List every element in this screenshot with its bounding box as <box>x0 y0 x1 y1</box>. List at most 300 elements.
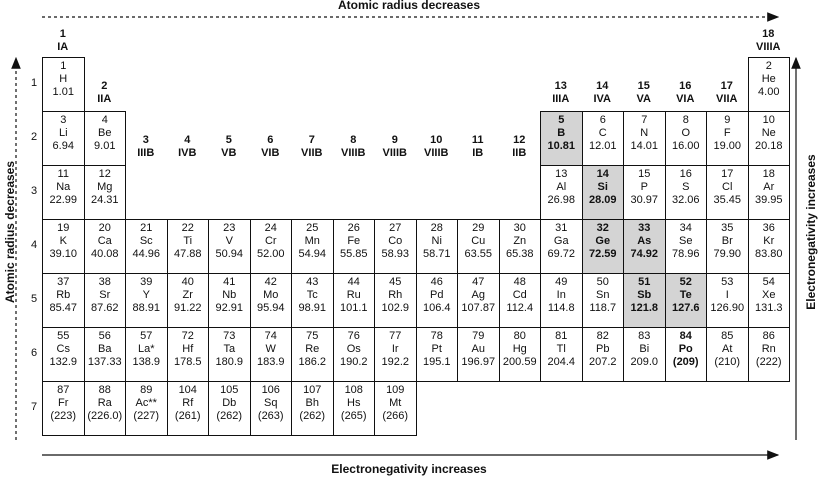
element-symbol: Kr <box>763 235 775 247</box>
group-label-11 <box>457 134 499 160</box>
element-cell-f[interactable] <box>706 111 749 166</box>
atomic-mass: 87.62 <box>90 302 119 314</box>
element-cell-mt[interactable] <box>374 381 417 436</box>
element-symbol: Br <box>721 235 733 247</box>
element-symbol: At <box>722 343 733 355</box>
group-roman: VIIB <box>301 147 323 159</box>
atomic-mass: 47.88 <box>173 248 202 260</box>
atomic-number: 48 <box>513 276 526 288</box>
atomic-number: 78 <box>430 330 443 342</box>
element-cell-na[interactable] <box>42 165 85 220</box>
group-label-9 <box>374 134 416 160</box>
atomic-number: 107 <box>303 384 322 396</box>
element-cell-sq[interactable] <box>250 381 293 436</box>
atomic-mass: 10.81 <box>547 140 576 152</box>
atomic-number: 56 <box>98 330 111 342</box>
atomic-mass: 183.9 <box>256 356 285 368</box>
element-cell-ba[interactable] <box>84 327 127 382</box>
atomic-number: 28 <box>430 222 443 234</box>
element-symbol: Po <box>678 343 693 355</box>
period-label-2: 2 <box>30 131 38 143</box>
element-cell-ar[interactable] <box>748 165 791 220</box>
atomic-mass: 132.9 <box>49 356 78 368</box>
element-symbol: Ba <box>98 343 112 355</box>
element-cell-cr[interactable] <box>250 219 293 274</box>
group-number: 10 <box>430 134 443 146</box>
atomic-number: 46 <box>430 276 443 288</box>
element-symbol: Rf <box>182 397 194 409</box>
group-number: 12 <box>513 134 526 146</box>
element-cell-zn[interactable] <box>499 219 542 274</box>
element-symbol: Ar <box>763 181 775 193</box>
atomic-mass: 79.90 <box>713 248 742 260</box>
element-symbol: Sq <box>264 397 278 409</box>
element-cell-cs[interactable] <box>42 327 85 382</box>
element-symbol: Ac** <box>135 397 157 409</box>
element-cell-al[interactable] <box>540 165 583 220</box>
element-cell-y[interactable] <box>125 273 168 328</box>
element-cell-fe[interactable] <box>333 219 376 274</box>
element-symbol: Rh <box>388 289 403 301</box>
element-cell-hf[interactable] <box>167 327 210 382</box>
element-symbol: Hg <box>512 343 527 355</box>
atomic-mass: 22.99 <box>49 194 78 206</box>
element-symbol: Hs <box>347 397 361 409</box>
element-cell-au[interactable] <box>457 327 500 382</box>
element-cell-mn[interactable] <box>291 219 334 274</box>
atomic-mass: 19.00 <box>713 140 742 152</box>
atomic-mass: 196.97 <box>461 356 496 368</box>
period-label-6: 6 <box>30 347 38 359</box>
atomic-number: 19 <box>57 222 70 234</box>
atomic-mass: 58.93 <box>381 248 410 260</box>
atomic-number: 11 <box>57 168 69 180</box>
atomic-mass: 107.87 <box>461 302 496 314</box>
atomic-mass: 6.94 <box>52 140 74 152</box>
element-symbol: Xe <box>762 289 776 301</box>
atomic-number: 44 <box>347 276 360 288</box>
atomic-number: 29 <box>472 222 485 234</box>
atomic-number: 33 <box>638 222 651 234</box>
atomic-number: 54 <box>762 276 775 288</box>
element-symbol: V <box>225 235 233 247</box>
atomic-mass: (262) <box>216 410 243 422</box>
element-cell-he[interactable] <box>748 57 791 112</box>
element-cell-pt[interactable] <box>416 327 459 382</box>
element-symbol: Ir <box>391 343 399 355</box>
group-number: 15 <box>637 80 650 92</box>
element-cell-n[interactable] <box>623 111 666 166</box>
atomic-mass: 127.6 <box>671 302 700 314</box>
atomic-mass: 54.94 <box>298 248 327 260</box>
atomic-mass: 20.18 <box>754 140 783 152</box>
element-cell-ni[interactable] <box>416 219 459 274</box>
element-cell-nb[interactable] <box>208 273 251 328</box>
element-cell-h[interactable] <box>42 57 85 112</box>
atomic-mass: 40.08 <box>90 248 119 260</box>
atomic-number: 14 <box>596 168 609 180</box>
element-symbol: W <box>265 343 276 355</box>
group-number: 5 <box>225 134 232 146</box>
atomic-number: 35 <box>721 222 734 234</box>
atomic-number: 55 <box>57 330 70 342</box>
atomic-number: 30 <box>513 222 526 234</box>
element-cell-in[interactable] <box>540 273 583 328</box>
top-caption: Atomic radius decreases <box>337 0 481 12</box>
atomic-number: 20 <box>98 222 111 234</box>
element-cell-sb[interactable] <box>623 273 666 328</box>
group-label-6 <box>250 134 292 160</box>
atomic-number: 15 <box>638 168 651 180</box>
element-cell-ag[interactable] <box>457 273 500 328</box>
atomic-number: 12 <box>98 168 111 180</box>
atomic-number: 38 <box>98 276 111 288</box>
group-label-10 <box>416 134 458 160</box>
atomic-number: 80 <box>513 330 526 342</box>
group-label-12 <box>499 134 541 160</box>
atomic-mass: 180.9 <box>215 356 244 368</box>
element-cell-o[interactable] <box>665 111 708 166</box>
group-number: 1 <box>59 28 66 40</box>
atomic-number: 34 <box>679 222 692 234</box>
element-symbol: Fe <box>347 235 361 247</box>
atomic-number: 87 <box>57 384 70 396</box>
group-number: 4 <box>184 134 191 146</box>
group-roman: IIB <box>512 147 527 159</box>
atomic-mass: (210) <box>714 356 741 368</box>
group-label-3 <box>125 134 167 160</box>
atomic-mass: (222) <box>755 356 782 368</box>
element-cell-be[interactable] <box>84 111 127 166</box>
element-cell-hs[interactable] <box>333 381 376 436</box>
element-cell-as[interactable] <box>623 219 666 274</box>
atomic-number: 6 <box>599 114 606 126</box>
element-cell-mo[interactable] <box>250 273 293 328</box>
atomic-number: 52 <box>679 276 692 288</box>
period-label-1: 1 <box>30 77 38 89</box>
element-cell-br[interactable] <box>706 219 749 274</box>
period-label-7: 7 <box>30 401 38 413</box>
atomic-number: 83 <box>638 330 651 342</box>
element-cell-sc[interactable] <box>125 219 168 274</box>
element-cell-pd[interactable] <box>416 273 459 328</box>
element-cell-ga[interactable] <box>540 219 583 274</box>
atomic-number: 25 <box>306 222 319 234</box>
element-cell-db[interactable] <box>208 381 251 436</box>
atomic-mass: (226.0) <box>87 410 123 422</box>
element-symbol: Sc <box>139 235 153 247</box>
element-cell-s[interactable] <box>665 165 708 220</box>
atomic-number: 104 <box>178 384 197 396</box>
group-label-17 <box>706 80 748 106</box>
element-symbol: Db <box>222 397 237 409</box>
element-symbol: P <box>640 181 648 193</box>
element-symbol: Ti <box>183 235 193 247</box>
element-symbol: In <box>556 289 566 301</box>
group-roman: VIIIB <box>341 147 366 159</box>
element-cell-os[interactable] <box>333 327 376 382</box>
element-symbol: Tc <box>306 289 318 301</box>
element-cell-re[interactable] <box>291 327 334 382</box>
element-cell-ra[interactable] <box>84 381 127 436</box>
group-label-4 <box>167 134 209 160</box>
period-label-3: 3 <box>30 185 38 197</box>
atomic-mass: 72.59 <box>588 248 617 260</box>
element-cell-cd[interactable] <box>499 273 542 328</box>
atomic-mass: 32.06 <box>671 194 700 206</box>
atomic-number: 31 <box>555 222 568 234</box>
element-symbol: F <box>723 127 731 139</box>
atomic-mass: (261) <box>174 410 201 422</box>
element-symbol: Mn <box>304 235 320 247</box>
atomic-mass: 192.2 <box>381 356 410 368</box>
element-symbol: Re <box>305 343 320 355</box>
period-label-5: 5 <box>30 293 38 305</box>
element-symbol: Ag <box>471 289 485 301</box>
group-roman: VIIIA <box>756 41 781 53</box>
group-label-14 <box>582 80 624 106</box>
element-symbol: Si <box>597 181 608 193</box>
atomic-mass: 35.45 <box>713 194 742 206</box>
element-symbol: Pb <box>596 343 610 355</box>
atomic-mass: (266) <box>382 410 409 422</box>
element-symbol: N <box>640 127 649 139</box>
group-label-15 <box>623 80 665 106</box>
bottom-caption: Electronegativity increases <box>331 462 487 476</box>
atomic-number: 42 <box>264 276 277 288</box>
atomic-number: 84 <box>679 330 692 342</box>
element-cell-co[interactable] <box>374 219 417 274</box>
atomic-number: 57 <box>140 330 153 342</box>
atomic-mass: 114.8 <box>547 302 575 314</box>
atomic-number: 18 <box>762 168 775 180</box>
atomic-number: 10 <box>762 114 775 126</box>
atomic-mass: (209) <box>672 356 699 368</box>
atomic-number: 41 <box>223 276 236 288</box>
atomic-number: 2 <box>765 60 772 72</box>
element-cell-ti[interactable] <box>167 219 210 274</box>
element-cell-se[interactable] <box>665 219 708 274</box>
atomic-mass: 178.5 <box>173 356 202 368</box>
atomic-mass: 200.59 <box>502 356 537 368</box>
atomic-mass: 85.47 <box>49 302 78 314</box>
atomic-mass: 78.96 <box>671 248 700 260</box>
group-roman: VIIA <box>716 93 738 105</box>
element-symbol: Sn <box>596 289 610 301</box>
element-cell-tl[interactable] <box>540 327 583 382</box>
atomic-number: 1 <box>60 60 67 72</box>
element-symbol: Zr <box>182 289 193 301</box>
element-symbol: Pd <box>430 289 444 301</box>
atomic-mass: 126.90 <box>710 302 745 314</box>
group-number: 17 <box>720 80 733 92</box>
group-roman: IA <box>57 41 69 53</box>
element-cell-p[interactable] <box>623 165 666 220</box>
element-cell-mg[interactable] <box>84 165 127 220</box>
atomic-number: 105 <box>220 384 239 396</box>
atomic-mass: (265) <box>340 410 367 422</box>
element-symbol: He <box>761 73 776 85</box>
group-roman: VA <box>636 93 651 105</box>
element-cell-cl[interactable] <box>706 165 749 220</box>
atomic-mass: 138.9 <box>132 356 161 368</box>
element-cell-ir[interactable] <box>374 327 417 382</box>
element-cell-ru[interactable] <box>333 273 376 328</box>
element-cell-k[interactable] <box>42 219 85 274</box>
element-symbol: Li <box>58 127 68 139</box>
atomic-mass: 65.38 <box>505 248 534 260</box>
element-cell-po[interactable] <box>665 327 708 382</box>
group-label-18 <box>748 28 790 54</box>
group-label-13 <box>540 80 582 106</box>
element-cell-ne[interactable] <box>748 111 791 166</box>
element-symbol: Cd <box>512 289 527 301</box>
atomic-number: 7 <box>641 114 648 126</box>
element-symbol: Au <box>471 343 485 355</box>
element-cell-bh[interactable] <box>291 381 334 436</box>
element-symbol: Mg <box>97 181 113 193</box>
element-cell-te[interactable] <box>665 273 708 328</box>
element-symbol: Zn <box>513 235 527 247</box>
element-cell-fr[interactable] <box>42 381 85 436</box>
group-roman: VIIIB <box>382 147 407 159</box>
element-cell-w[interactable] <box>250 327 293 382</box>
atomic-mass: 195.1 <box>422 356 451 368</box>
atomic-number: 43 <box>306 276 319 288</box>
element-symbol: H <box>59 73 68 85</box>
element-cell-ge[interactable] <box>582 219 625 274</box>
element-symbol: Te <box>679 289 692 301</box>
element-symbol: Rb <box>56 289 71 301</box>
element-symbol: Ni <box>431 235 442 247</box>
element-symbol: Cl <box>722 181 733 193</box>
element-symbol: Ge <box>595 235 611 247</box>
atomic-number: 24 <box>264 222 277 234</box>
atomic-number: 47 <box>472 276 485 288</box>
atomic-mass: (227) <box>133 410 160 422</box>
atomic-mass: 12.01 <box>588 140 617 152</box>
element-symbol: Mo <box>263 289 279 301</box>
atomic-mass: 106.4 <box>422 302 451 314</box>
element-symbol: Rn <box>761 343 776 355</box>
element-cell-xe[interactable] <box>748 273 791 328</box>
group-number: 3 <box>142 134 149 146</box>
atomic-mass: 102.9 <box>381 302 410 314</box>
element-cell-rf[interactable] <box>167 381 210 436</box>
element-cell-sr[interactable] <box>84 273 127 328</box>
element-cell-zr[interactable] <box>167 273 210 328</box>
atomic-number: 32 <box>596 222 609 234</box>
element-cell-sn[interactable] <box>582 273 625 328</box>
atomic-mass: (262) <box>299 410 326 422</box>
element-symbol: K <box>59 235 67 247</box>
element-cell-rb[interactable] <box>42 273 85 328</box>
element-symbol: Ta <box>223 343 236 355</box>
atomic-mass: 121.8 <box>630 302 659 314</box>
atomic-mass: 39.95 <box>754 194 783 206</box>
atomic-mass: 58.71 <box>422 248 451 260</box>
atomic-number: 109 <box>386 384 405 396</box>
element-cell-bi[interactable] <box>623 327 666 382</box>
element-symbol: Fr <box>58 397 69 409</box>
element-cell-c[interactable] <box>582 111 625 166</box>
element-symbol: Ra <box>97 397 112 409</box>
group-label-16 <box>665 80 707 106</box>
element-cell-b[interactable] <box>540 111 583 166</box>
atomic-number: 21 <box>140 222 153 234</box>
atomic-mass: 118.7 <box>589 302 617 314</box>
atomic-number: 88 <box>98 384 111 396</box>
element-cell-ca[interactable] <box>84 219 127 274</box>
group-roman: VIIIB <box>424 147 449 159</box>
element-cell-cu[interactable] <box>457 219 500 274</box>
group-roman: VB <box>221 147 237 159</box>
element-cell-li[interactable] <box>42 111 85 166</box>
element-cell-si[interactable] <box>582 165 625 220</box>
atomic-mass: 50.94 <box>215 248 244 260</box>
element-cell-ta[interactable] <box>208 327 251 382</box>
group-roman: IIIA <box>552 93 570 105</box>
element-cell-rh[interactable] <box>374 273 417 328</box>
element-symbol: B <box>557 127 566 139</box>
atomic-mass: 1.01 <box>52 86 74 98</box>
element-cell-pb[interactable] <box>582 327 625 382</box>
element-symbol: Tl <box>556 343 566 355</box>
group-label-8 <box>333 134 375 160</box>
atomic-mass: 91.22 <box>173 302 202 314</box>
atomic-number: 106 <box>261 384 280 396</box>
element-cell-rn[interactable] <box>748 327 791 382</box>
element-cell-ac[interactable] <box>125 381 168 436</box>
atomic-number: 22 <box>181 222 194 234</box>
group-label-5 <box>208 134 250 160</box>
element-symbol: S <box>682 181 690 193</box>
element-symbol: Hf <box>182 343 194 355</box>
element-cell-at[interactable] <box>706 327 749 382</box>
element-symbol: C <box>598 127 607 139</box>
element-symbol: Pt <box>431 343 442 355</box>
element-symbol: Cu <box>471 235 486 247</box>
group-roman: IIA <box>97 93 112 105</box>
atomic-number: 86 <box>762 330 775 342</box>
element-cell-tc[interactable] <box>291 273 334 328</box>
element-symbol: Na <box>56 181 71 193</box>
group-number: 18 <box>762 28 775 40</box>
atomic-number: 49 <box>555 276 568 288</box>
group-number: 8 <box>350 134 357 146</box>
atomic-number: 79 <box>472 330 485 342</box>
atomic-number: 76 <box>347 330 360 342</box>
left-caption: Atomic radius decreases <box>3 160 17 304</box>
atomic-mass: 30.97 <box>630 194 659 206</box>
atomic-mass: 209.0 <box>630 356 659 368</box>
element-cell-v[interactable] <box>208 219 251 274</box>
group-number: 13 <box>554 80 567 92</box>
atomic-mass: 95.94 <box>256 302 285 314</box>
element-cell-hg[interactable] <box>499 327 542 382</box>
atomic-mass: (223) <box>50 410 77 422</box>
element-symbol: I <box>725 289 729 301</box>
atomic-mass: 204.4 <box>547 356 576 368</box>
atomic-mass: 69.72 <box>547 248 576 260</box>
element-cell-i[interactable] <box>706 273 749 328</box>
element-cell-la[interactable] <box>125 327 168 382</box>
atomic-number: 4 <box>101 114 108 126</box>
atomic-mass: 39.10 <box>49 248 78 260</box>
element-symbol: Ga <box>553 235 569 247</box>
element-cell-kr[interactable] <box>748 219 791 274</box>
group-roman: IVB <box>178 147 197 159</box>
